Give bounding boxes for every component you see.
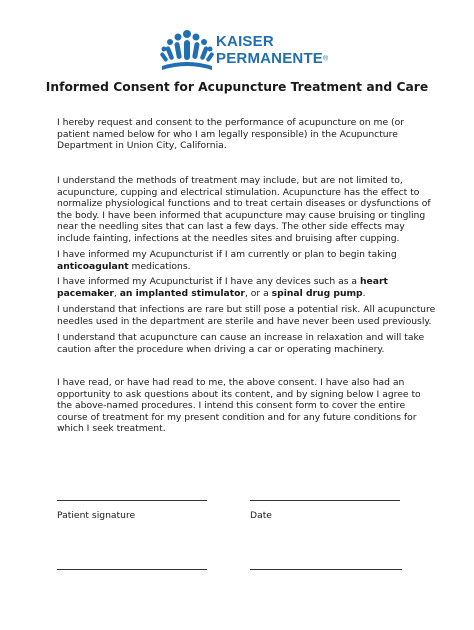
p4-bold-drug-pump: spinal drug pump <box>271 287 363 299</box>
paragraph-devices <box>57 276 437 299</box>
paragraph-request: I hereby request and consent to the performance of acupuncture on me (or patient named below for who I am legally responsible) in the Acupuncture Department in Union City, California. <box>57 117 405 152</box>
p4-text-g: . <box>362 287 366 299</box>
patient-signature-label: Patient signature <box>57 510 136 521</box>
paragraph-anticoagulant <box>57 249 437 272</box>
logo-line-2-text: PERMANENTE <box>216 50 324 67</box>
logo-line-2 <box>216 50 328 68</box>
p4-text-a: I have informed my Acupuncturist if I have any devices such as a <box>57 276 360 287</box>
p4-bold-pacemaker: heart pacemaker <box>57 276 388 299</box>
logo-wordmark <box>216 33 328 68</box>
p4-text-c: , <box>113 287 120 299</box>
paragraph-infections: I understand that infections are rare but still pose a potential risk. All acupuncture needles used in the department are sterile and have never been used previously. <box>57 304 436 327</box>
date-line[interactable] <box>250 500 400 501</box>
paragraph-consent-statement: I have read, or have had read to me, the above consent. I have also had an opportunity to ask questions about its content, and by signing below I agree to the above-named procedures. I intend this consent form to cover the entire course of treatment for my present condition and for any future conditions for which I seek treatment. <box>57 377 421 435</box>
document-title: Informed Consent for Acupuncture Treatment and Care <box>45 80 429 94</box>
p3-text-a: I have informed my Acupuncturist if I am currently or plan to begin taking <box>57 249 397 260</box>
logo-line-1: KAISER <box>216 33 274 50</box>
p4-bold-stimulator: an implanted stimulator <box>119 287 245 299</box>
date-label: Date <box>250 510 272 521</box>
second-signature-line[interactable] <box>57 569 207 570</box>
registered-mark: ® <box>323 55 329 63</box>
p3-bold-anticoagulant: anticoagulant <box>57 260 129 272</box>
kaiser-logo-icon <box>160 28 214 76</box>
second-date-line[interactable] <box>250 569 402 570</box>
p3-text-c: medications. <box>128 260 191 272</box>
p4-text-e: , or a <box>244 287 272 299</box>
patient-signature-line[interactable] <box>57 500 207 501</box>
paragraph-relaxation: I understand that acupuncture can cause an increase in relaxation and will take caution after the procedure when driving a car or operating machinery. <box>57 332 425 355</box>
kaiser-permanente-logo <box>160 28 329 76</box>
paragraph-methods: I understand the methods of treatment may include, but are not limited to, acupuncture, cupping and electrical stimulation. Acupuncture has the effect to normalize physiological functions and to treat certain diseases or dysfunctions of the body. I have been informed that acupuncture may cause bruising or tingling near the needling sites that can last a few days. The other side effects may include fainting, infections at the needles sites and bruising after cupping. <box>57 175 431 244</box>
